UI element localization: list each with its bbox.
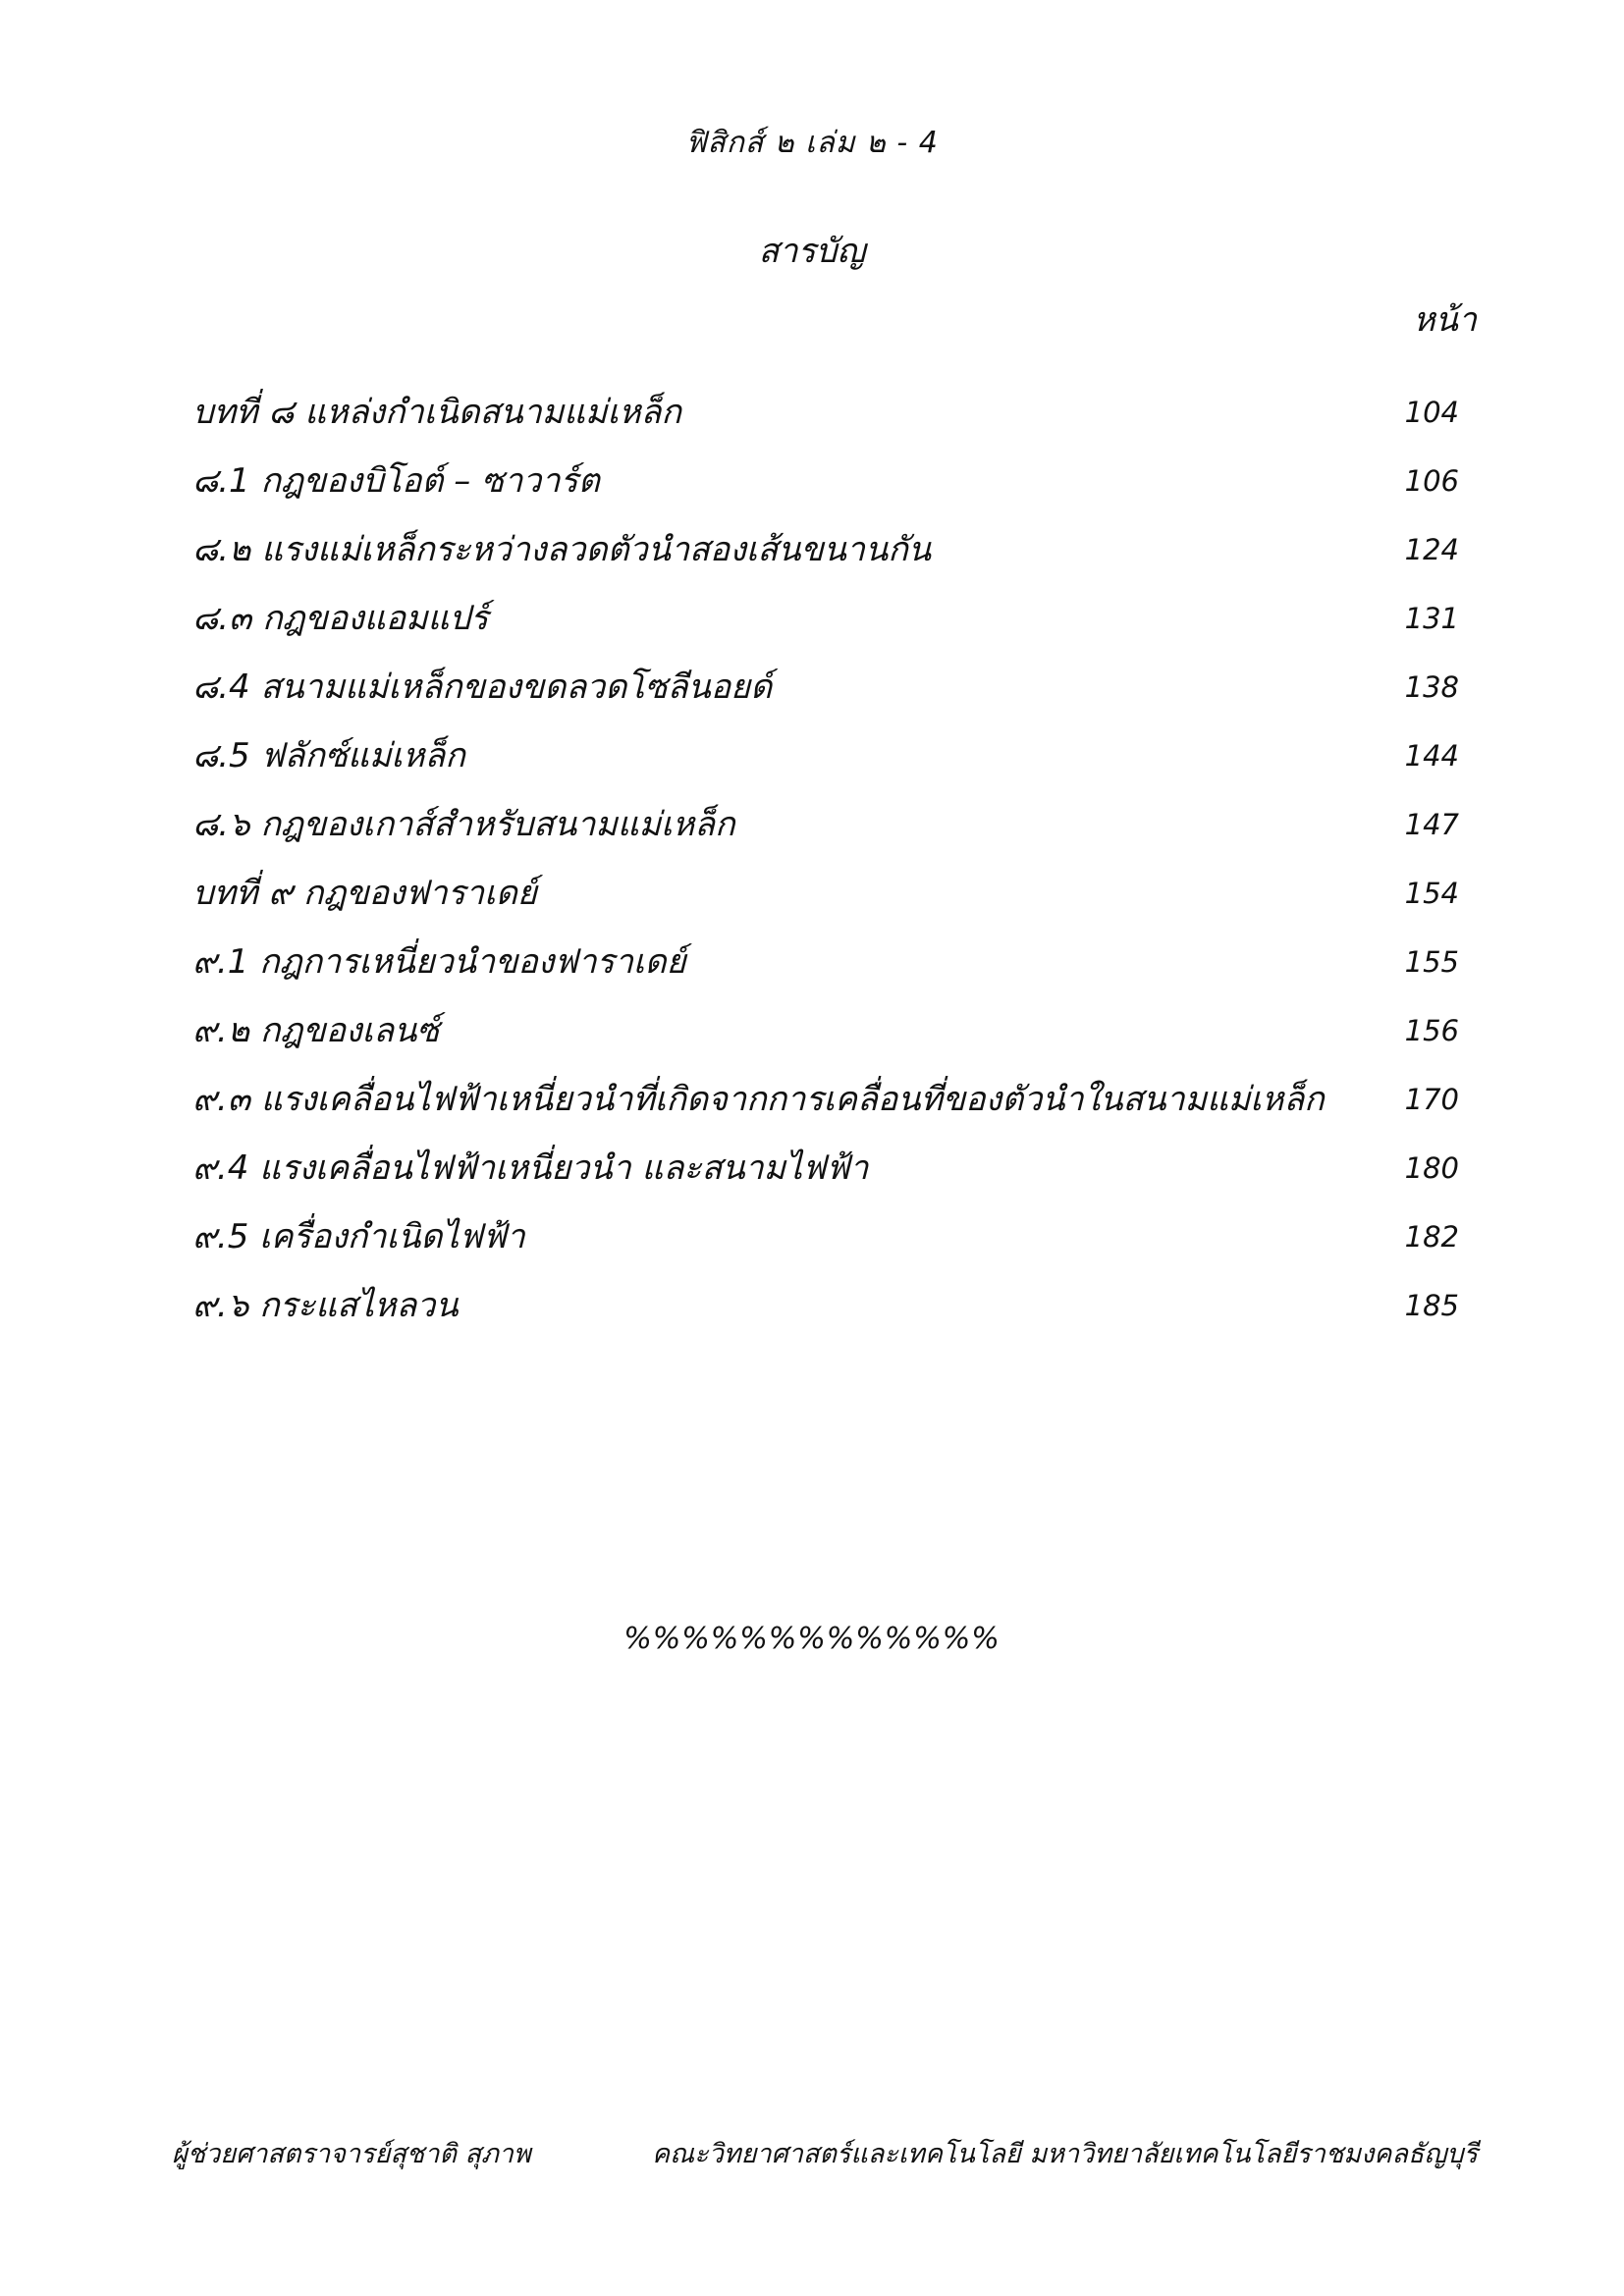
footer-affiliation: คณะวิทยาศาสตร์และเทคโนโลยี มหาวิทยาลัยเทคโนโลยีราชมงคลธัญบุรี [652, 2139, 1478, 2169]
toc-list [192, 383, 1479, 1345]
toc-entry-page: 182 [1404, 1220, 1459, 1254]
toc-entry-title: ๙.1 กฎการเหนี่ยวนำของฟาราเดย์ [192, 942, 686, 982]
toc-entry-page: 131 [1404, 602, 1459, 635]
toc-entry-page: 124 [1404, 533, 1459, 566]
toc-entry-page: 104 [1404, 396, 1459, 429]
toc-entry-title: ๘.๒ แรงแม่เหล็กระหว่างลวดตัวนำสองเส้นขนานกัน [192, 530, 932, 569]
end-mark: %%%%%%%%%%%%% [623, 1622, 1001, 1656]
toc-entry-title: ๘.๓ กฎของแอมแปร์ [192, 599, 489, 638]
toc-entry [192, 1207, 1479, 1276]
toc-entry-title: ๘.1 กฎของบิโอต์ – ซาวาร์ต [192, 461, 600, 501]
toc-entry-title: ๘.5 ฟลักซ์แม่เหล็ก [192, 736, 465, 775]
toc-entry-page: 180 [1404, 1151, 1459, 1185]
toc-entry [192, 1070, 1479, 1139]
toc-entry [192, 1001, 1479, 1070]
toc-entry-page: 138 [1404, 670, 1459, 704]
running-header: ฟิสิกส์ ๒ เล่ม ๒ - 4 [685, 126, 939, 160]
toc-entry-page: 185 [1404, 1289, 1459, 1322]
toc-entry [192, 589, 1479, 658]
toc-entry-title: บทที่ ๙ กฎของฟาราเดย์ [192, 874, 537, 913]
toc-entry-page: 147 [1404, 808, 1459, 841]
toc-entry-page: 144 [1404, 739, 1459, 773]
toc-entry-title: ๙.๒ กฎของเลนซ์ [192, 1011, 440, 1050]
toc-entry-page: 170 [1404, 1083, 1459, 1116]
toc-entry [192, 658, 1479, 726]
toc-entry-title: บทที่ ๘ แหล่งกำเนิดสนามแม่เหล็ก [192, 393, 681, 432]
footer-author: ผู้ช่วยศาสตราจารย์สุชาติ สุภาพ [172, 2139, 531, 2169]
toc-entry-page: 154 [1404, 877, 1459, 910]
toc-entry [192, 933, 1479, 1001]
toc-entry-title: ๘.๖ กฎของเกาส์สำหรับสนามแม่เหล็ก [192, 805, 735, 844]
toc-entry [192, 864, 1479, 933]
toc-entry [192, 1276, 1479, 1345]
toc-entry [192, 795, 1479, 864]
toc-entry-title: ๘.4 สนามแม่เหล็กของขดลวดโซลีนอยด์ [192, 667, 773, 707]
toc-entry-page: 155 [1404, 945, 1459, 979]
toc-entry-page: 106 [1404, 464, 1459, 498]
toc-entry [192, 726, 1479, 795]
toc-entry [192, 520, 1479, 589]
page-column-label: หน้า [1413, 300, 1477, 340]
toc-entry [192, 383, 1479, 452]
toc-entry [192, 1139, 1479, 1207]
toc-entry-title: ๙.5 เครื่องกำเนิดไฟฟ้า [192, 1217, 525, 1256]
toc-entry-title: ๙.๓ แรงเคลื่อนไฟฟ้าเหนี่ยวนำที่เกิดจากการเคลื่อนที่ของตัวนำในสนามแม่เหล็ก [192, 1080, 1325, 1119]
toc-entry [192, 452, 1479, 520]
toc-entry-page: 156 [1404, 1014, 1459, 1047]
toc-entry-title: ๙.๖ กระแสไหลวน [192, 1286, 459, 1325]
page-footer [172, 2132, 1478, 2175]
toc-entry-title: ๙.4 แรงเคลื่อนไฟฟ้าเหนี่ยวนำ และสนามไฟฟ้า [192, 1148, 869, 1188]
toc-title: สารบัญ [758, 232, 866, 271]
